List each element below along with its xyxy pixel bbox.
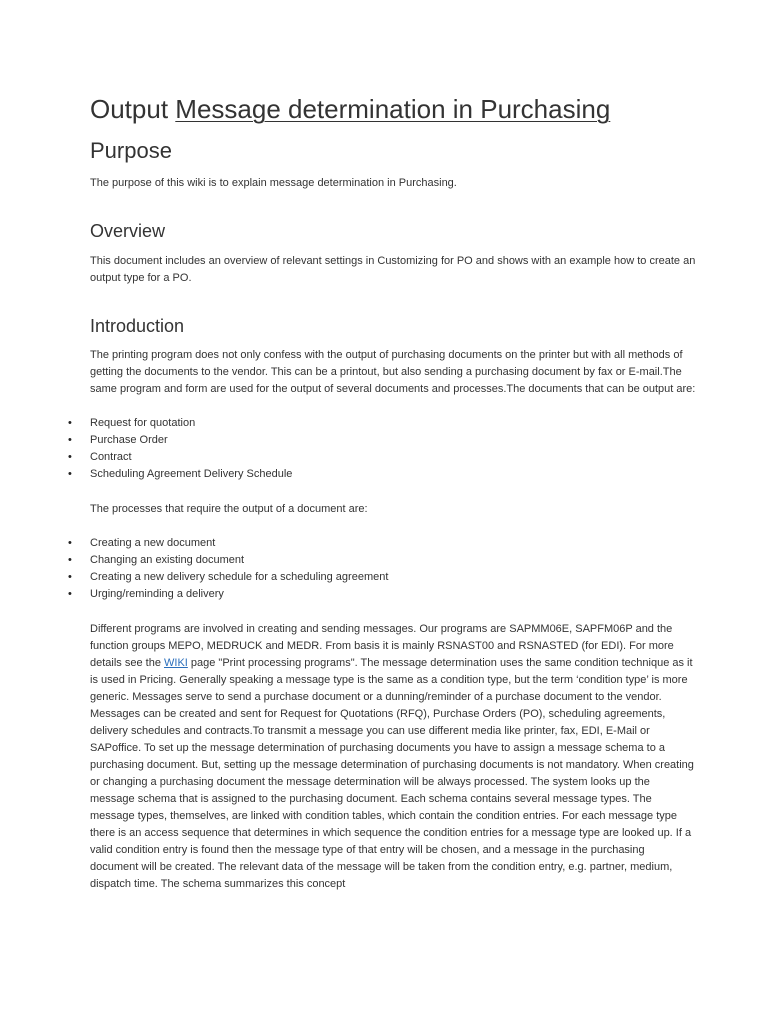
programs-line: details see the WIKI page "Print processing programs". The message determination uses the same condition technique as it	[90, 657, 693, 669]
bullet-icon: •	[68, 537, 72, 549]
list-item: • Creating a new document	[68, 535, 388, 552]
list-item: • Contract	[68, 449, 292, 466]
wiki-link[interactable]: WIKI	[164, 657, 188, 669]
programs-line: message schema that is assigned to the purchasing document. Each schema contains several message types. The	[90, 793, 652, 805]
bullet-icon: •	[68, 468, 72, 480]
programs-line: dispatch time. The schema summarizes this concept	[90, 878, 346, 890]
bullet-icon: •	[68, 588, 72, 600]
programs-line: generic. Messages serve to send a purchase document or a dunning/reminder of a purchase document to the vendor.	[90, 691, 662, 703]
programs-line: valid condition entry is found then the message type of that entry will be chosen, and a message in the purchasing	[90, 844, 645, 856]
list-item: • Scheduling Agreement Delivery Schedule	[68, 466, 292, 483]
bullet-icon: •	[68, 554, 72, 566]
page-title	[90, 92, 610, 126]
introduction-text	[90, 347, 696, 398]
programs-line: purchasing document. But, setting up the message determination of purchasing documents is not mandatory. When creating	[90, 759, 694, 771]
introduction-line: The printing program does not only confess with the output of purchasing documents on the printer but with all methods of	[90, 349, 683, 361]
list-item: • Changing an existing document	[68, 552, 388, 569]
programs-line: message types, themselves, are linked with condition tables, which contain the condition entries. For each message type	[90, 810, 677, 822]
introduction-line: same program and form are used for the output of several documents and processes.The documents that can be output are:	[90, 383, 696, 395]
overview-text	[90, 253, 696, 287]
documents-list	[68, 415, 292, 483]
list-item: • Purchase Order	[68, 432, 292, 449]
programs-line: SAPoffice. To set up the message determination of purchasing documents you have to assign a message schema to a	[90, 742, 665, 754]
introduction-line: getting the documents to the vendor. This can be a printout, but also sending a purchasing document by fax or E-mail.The	[90, 366, 682, 378]
heading-introduction: Introduction	[90, 316, 185, 336]
bullet-icon: •	[68, 434, 72, 446]
list-item: • Request for quotation	[68, 415, 292, 432]
title-underlined: Message determination in Purchasing	[175, 94, 611, 124]
programs-line: there is an access sequence that determines in which sequence the condition entries for a message type are looked up. If a	[90, 827, 692, 839]
overview-line: This document includes an overview of relevant settings in Customizing for PO and shows with an example how to create an	[90, 255, 696, 267]
overview-line: output type for a PO.	[90, 272, 192, 284]
bullet-icon: •	[68, 417, 72, 429]
programs-line: Messages can be created and sent for Request for Quotations (RFQ), Purchase Orders (PO), scheduling agreements,	[90, 708, 666, 720]
bullet-icon: •	[68, 571, 72, 583]
programs-line: function groups MEPO, MEDRUCK and MEDR. From basis it is mainly RSNAST00 and RSNASTED (for EDI). For more	[90, 640, 674, 652]
heading-overview: Overview	[90, 221, 166, 241]
processes-list	[68, 535, 388, 603]
list-item: • Creating a new delivery schedule for a scheduling agreement	[68, 569, 388, 586]
bullet-icon: •	[68, 451, 72, 463]
programs-line: Different programs are involved in creating and sending messages. Our programs are SAPMM06E, SAPFM06P and the	[90, 623, 673, 635]
programs-line: delivery schedules and contracts.To transmit a message you can use different media like printer, fax, EDI, E-Mail or	[90, 725, 650, 737]
title-prefix: Output	[90, 94, 176, 124]
programs-line: or changing a purchasing document the message determination will be always processed. The system looks up the	[90, 776, 650, 788]
programs-line: document will be created. The relevant data of the message will be taken from the condition entry, e.g. partner, medium,	[90, 861, 673, 873]
processes-intro-text: The processes that require the output of a document are:	[90, 503, 368, 515]
programs-paragraph	[90, 621, 694, 893]
heading-purpose: Purpose	[90, 138, 172, 163]
programs-line: is used in Pricing. Generally speaking a message type is the same as a condition type, but the term ‘condition type’ is more	[90, 674, 688, 686]
list-item: • Urging/reminding a delivery	[68, 586, 388, 603]
purpose-text: The purpose of this wiki is to explain message determination in Purchasing.	[90, 177, 457, 189]
